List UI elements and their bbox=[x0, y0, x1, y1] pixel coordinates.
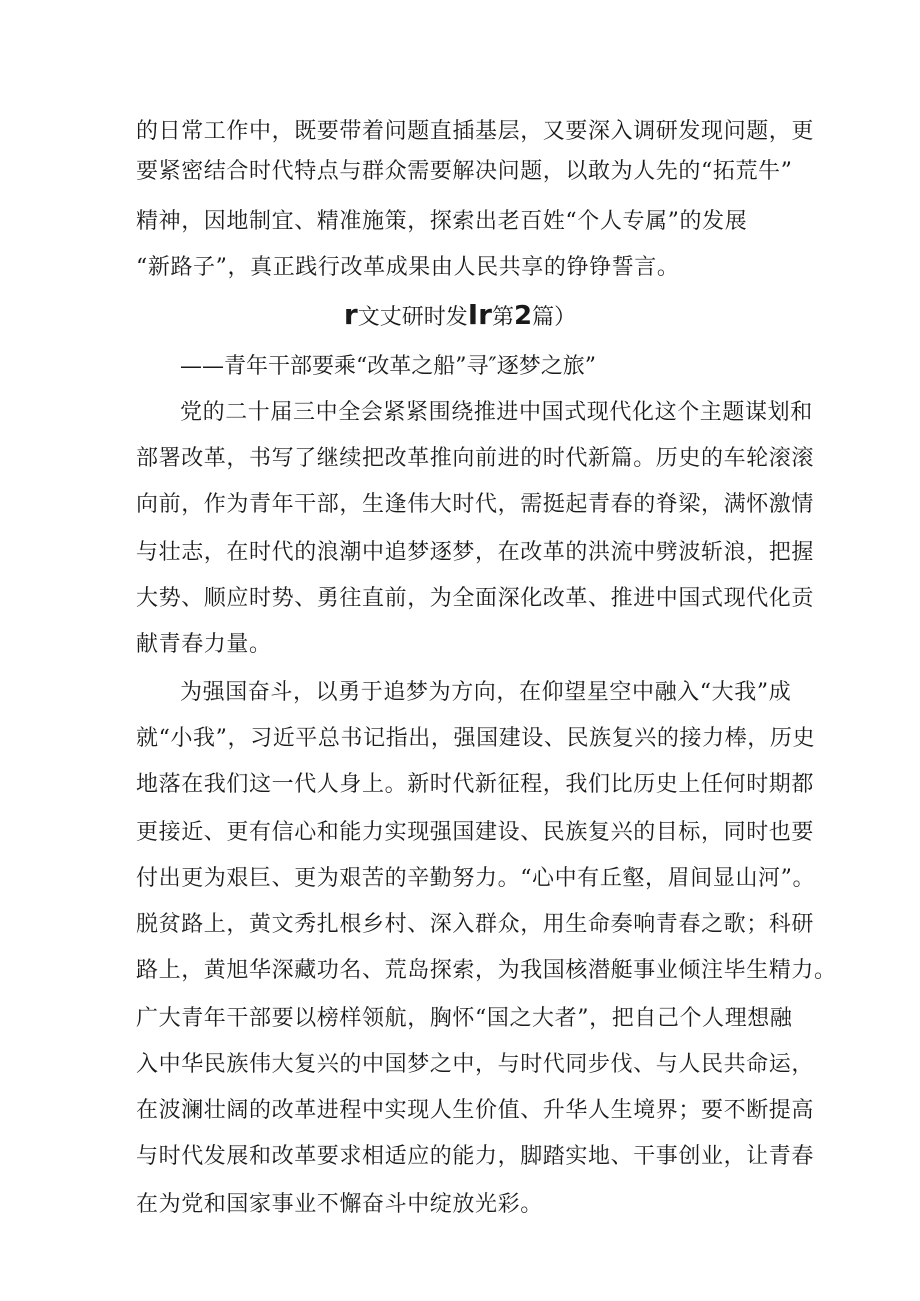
heading-part-6: 篇） bbox=[532, 305, 577, 330]
para1-line-6: 献青春力量。 bbox=[136, 632, 272, 657]
para2-line-5: 付出更为艰巨、更为艰苦的辛勤努力。“心中有丘壑，眉间显山河”。 bbox=[136, 866, 816, 891]
para1-line-1: 党的二十届三中全会紧紧围绕推进中国式现代化这个主题谋划和 bbox=[180, 400, 813, 425]
heading-part-3: Ir bbox=[467, 298, 492, 331]
heading-part-2: 文丈研时发 bbox=[357, 305, 468, 330]
heading-part-4: 第 bbox=[491, 305, 514, 330]
para1-line-2: 部署改革，书写了继续把改革推向前进的时代新篇。历史的车轮滚滚 bbox=[136, 446, 815, 471]
para2-line-9: 入中华民族伟大复兴的中国梦之中，与时代同步伐、与人民共命运， bbox=[136, 1052, 815, 1077]
para1-line-3: 向前，作为青年干部，生逢伟大时代，需挺起青春的脊梁，满怀激情 bbox=[136, 492, 815, 517]
para2-line-12: 在为党和国家事业不懈奋斗中绽放光彩。 bbox=[136, 1192, 543, 1217]
article-subtitle: ——青年干部要乘“改革之船”寻″逐梦之旅” bbox=[180, 354, 596, 379]
section-heading bbox=[0, 300, 920, 333]
intro-line-3: 精神，因地制宜、精准施策，探索出老百姓“个人专属”的发展 bbox=[136, 209, 748, 234]
para2-line-10: 在波澜壮阔的改革进程中实现人生价值、升华人生境界；要不断提高 bbox=[136, 1098, 815, 1123]
intro-line-1: 的日常工作中，既要带着问题直插基层，又要深入调研发现问题，更 bbox=[136, 119, 815, 144]
para1-line-4: 与壮志，在时代的浪潮中追梦逐梦，在改革的洪流中劈波斩浪，把握 bbox=[136, 540, 815, 565]
para2-line-8: 广大青年干部要以榜样领航，胸怀“国之大者”，把自己个人理想融 bbox=[136, 1006, 793, 1031]
para2-line-2: 就“小我”，习近平总书记指出，强国建设、民族复兴的接力棒，历史 bbox=[136, 726, 816, 751]
para2-line-6: 脱贫路上，黄文秀扎根乡村、深入群众，用生命奏响青春之歌；科研 bbox=[136, 912, 815, 937]
para2-line-3: 地落在我们这一代人身上。新时代新征程，我们比历史上任何时期都 bbox=[136, 772, 815, 797]
para2-line-1: 为强国奋斗，以勇于追梦为方向，在仰望星空中融入“大我”成 bbox=[180, 680, 792, 705]
para1-line-5: 大势、顺应时势、勇往直前，为全面深化改革、推进中国式现代化贡 bbox=[136, 586, 815, 611]
intro-line-4: “新路子”，真正践行改革成果由人民共享的铮铮誓言。 bbox=[136, 255, 680, 280]
para2-line-4: 更接近、更有信心和能力实现强国建设、民族复兴的目标，同时也要 bbox=[136, 820, 815, 845]
heading-part-1: r bbox=[343, 298, 358, 331]
heading-part-5: 2 bbox=[513, 301, 533, 331]
intro-line-2: 要紧密结合时代特点与群众需要解决问题，以敢为人先的“拓荒牛” bbox=[136, 159, 793, 184]
para2-line-7: 路上，黄旭华深藏功名、荒岛探索，为我国核潜艇事业倾注毕生精力。 bbox=[136, 958, 837, 983]
para2-line-11: 与时代发展和改革要求相适应的能力，脚踏实地、干事创业，让青春 bbox=[136, 1144, 815, 1169]
